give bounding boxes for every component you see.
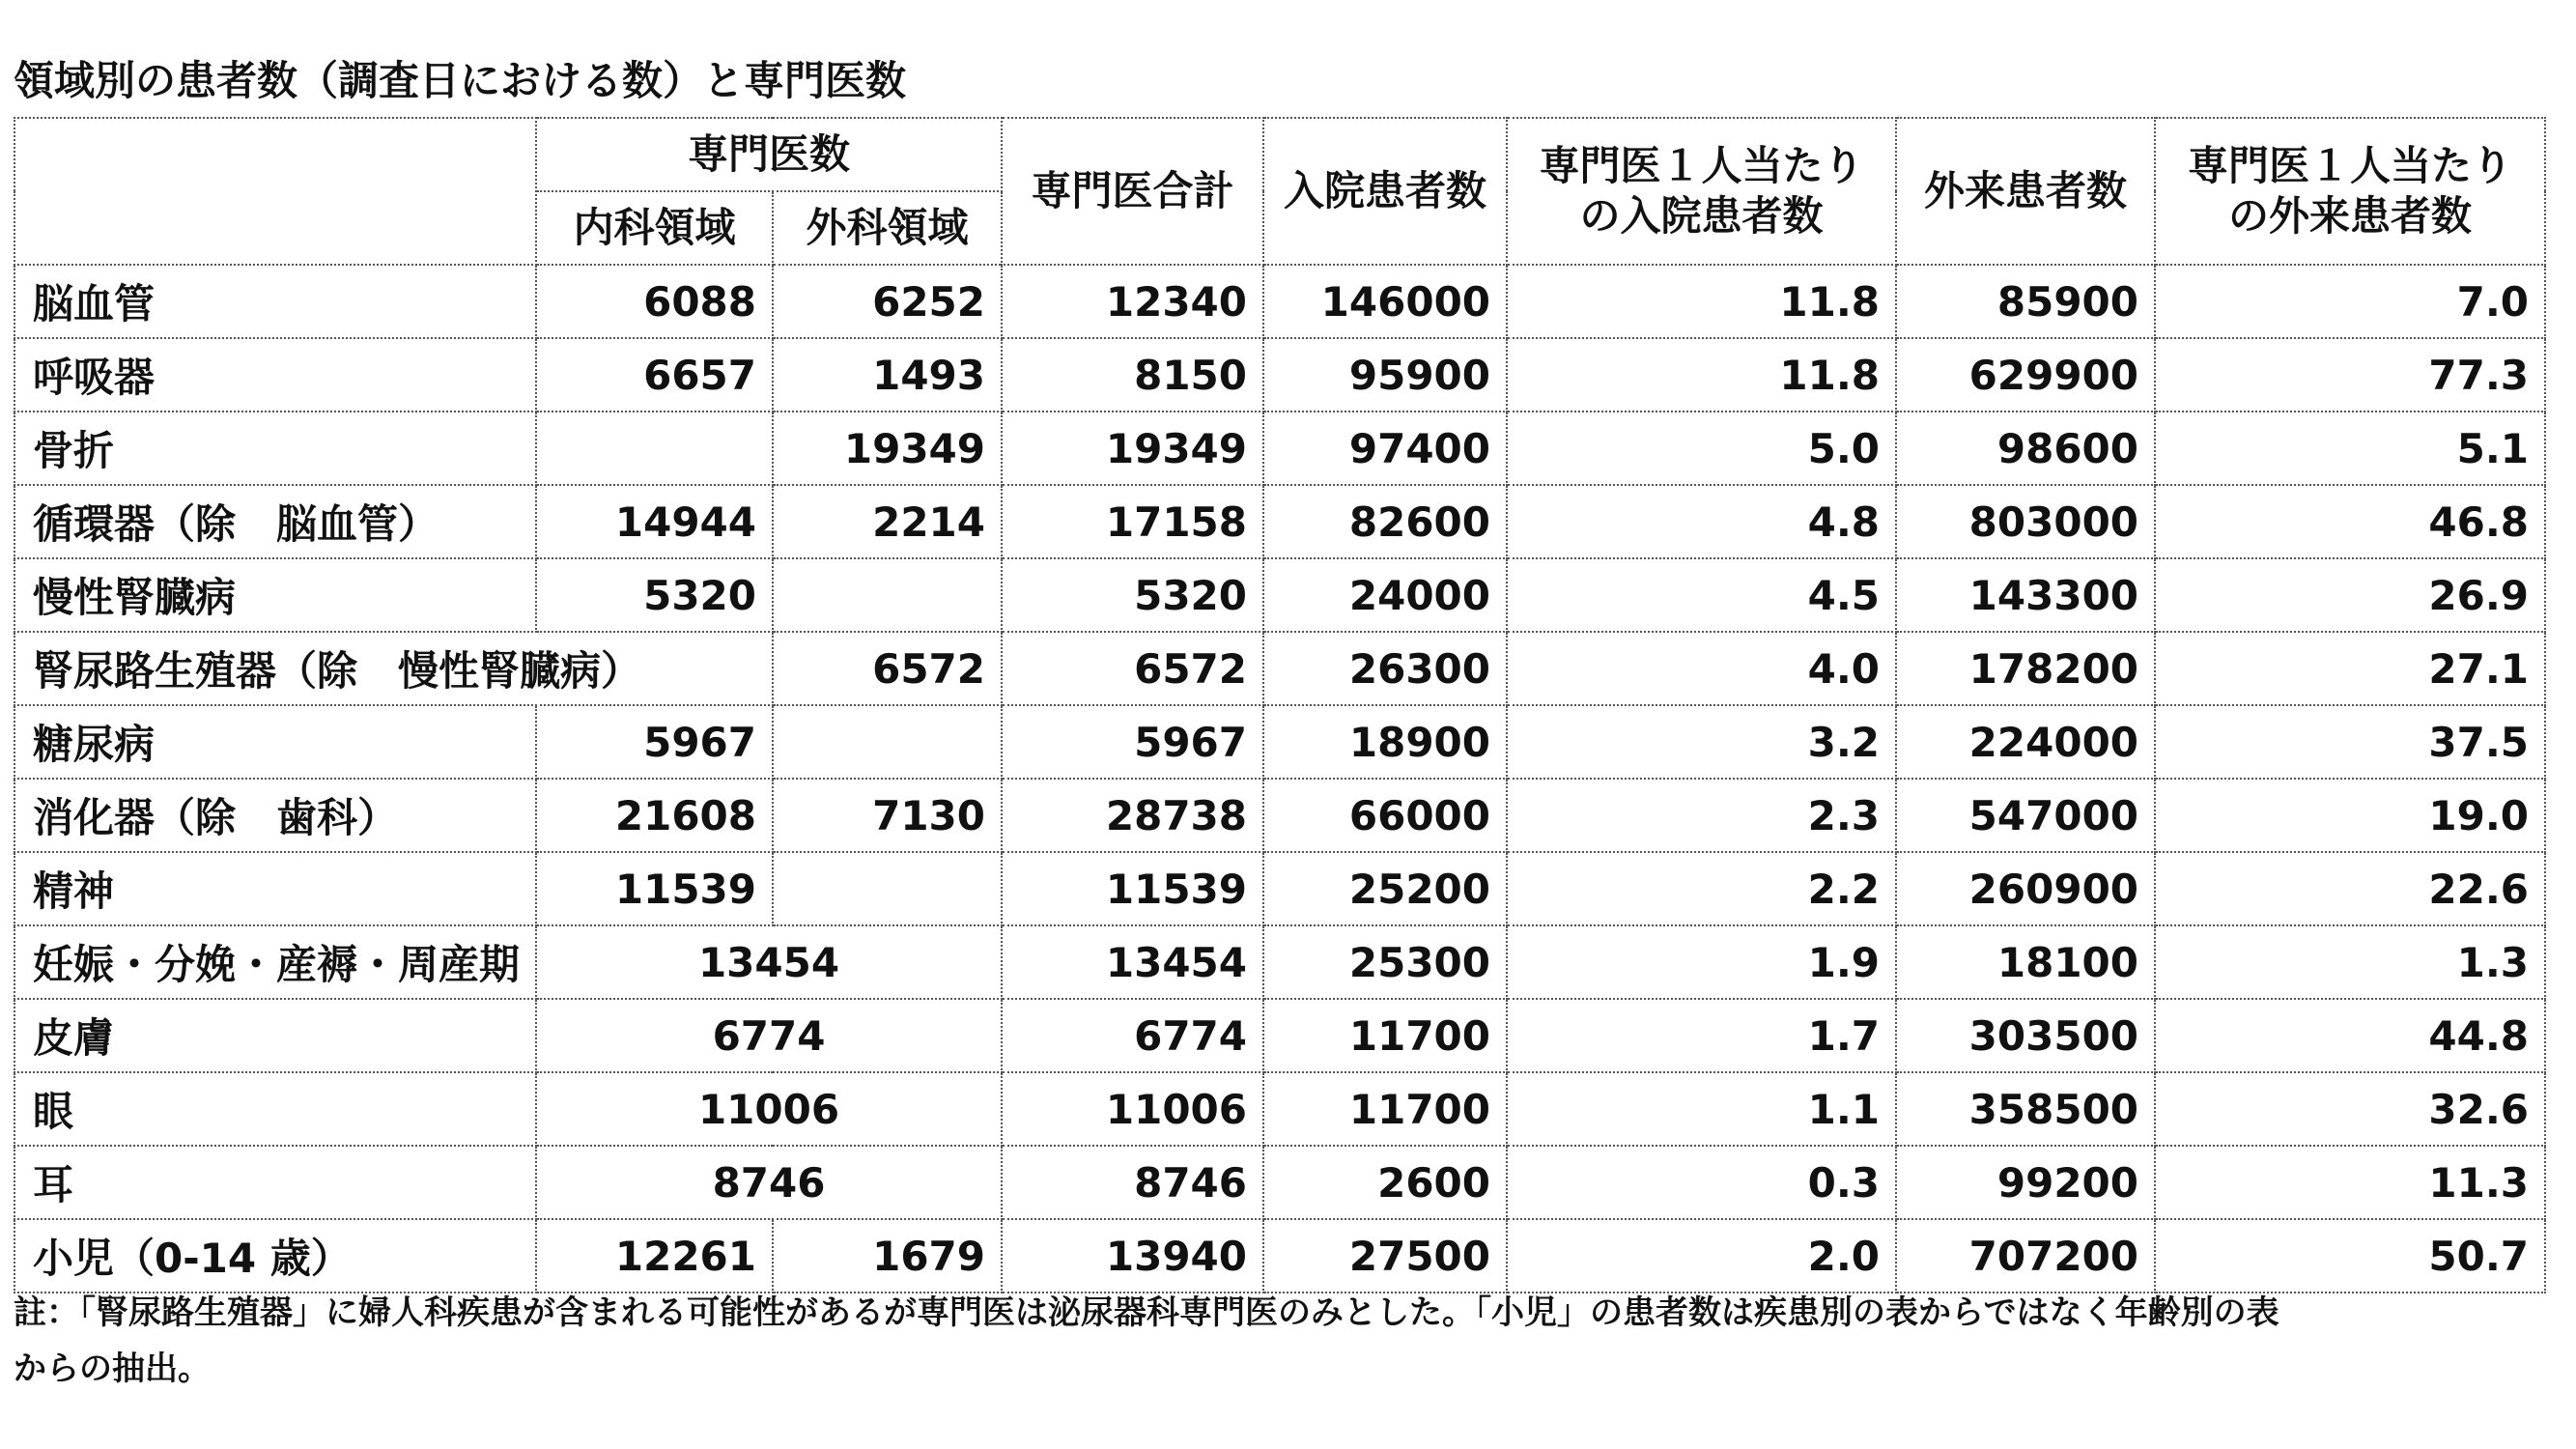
header-inpatients-per-doctor-line2: の入院患者数: [1579, 192, 1824, 240]
cell-outpatients-per-doctor: 50.7: [2155, 1219, 2545, 1293]
cell-outpatients-per-doctor: 32.6: [2155, 1072, 2545, 1146]
cell-internal: 11539: [536, 852, 773, 925]
header-total: 専門医合計: [1002, 118, 1263, 265]
cell-inpatients-per-doctor: 3.2: [1507, 705, 1896, 779]
cell-surgical: 7130: [773, 779, 1002, 852]
cell-inpatients: 25200: [1263, 852, 1507, 925]
cell-surgical: 2214: [773, 485, 1002, 558]
cell-inpatients: 97400: [1263, 412, 1507, 485]
table-title: 領域別の患者数（調査日における数）と専門医数: [14, 57, 907, 104]
row-label: 皮膚: [14, 999, 536, 1072]
cell-inpatients-per-doctor: 11.8: [1507, 338, 1896, 412]
cell-outpatients-per-doctor: 44.8: [2155, 999, 2545, 1072]
row-label: 呼吸器: [14, 338, 536, 412]
cell-outpatients: 547000: [1896, 779, 2155, 852]
cell-total: 5967: [1002, 705, 1263, 779]
cell-surgical: 1493: [773, 338, 1002, 412]
cell-outpatients: 224000: [1896, 705, 2155, 779]
cell-inpatients-per-doctor: 2.2: [1507, 852, 1896, 925]
row-label: 眼: [14, 1072, 536, 1146]
cell-inpatients: 66000: [1263, 779, 1507, 852]
row-label: 脳血管: [14, 265, 536, 338]
cell-outpatients-per-doctor: 7.0: [2155, 265, 2545, 338]
table-row: [14, 265, 2545, 338]
cell-total: 11006: [1002, 1072, 1263, 1146]
cell-inpatients-per-doctor: 0.3: [1507, 1146, 1896, 1219]
cell-surgical: [773, 852, 1002, 925]
cell-outpatients: 629900: [1896, 338, 2155, 412]
cell-combined-specialists: 8746: [536, 1146, 1002, 1219]
cell-outpatients-per-doctor: 27.1: [2155, 632, 2545, 705]
row-label: 腎尿路生殖器（除 慢性腎臓病）: [14, 632, 773, 705]
cell-total: 12340: [1002, 265, 1263, 338]
cell-combined-specialists: 13454: [536, 925, 1002, 999]
table-container: [14, 117, 2546, 1293]
cell-total: 13940: [1002, 1219, 1263, 1293]
table-row: [14, 632, 2545, 705]
header-surgical: 外科領域: [773, 191, 1002, 265]
cell-outpatients: 358500: [1896, 1072, 2155, 1146]
cell-total: 28738: [1002, 779, 1263, 852]
header-inpatients: 入院患者数: [1263, 118, 1507, 265]
footnote: [14, 1285, 2544, 1397]
row-label: 慢性腎臓病: [14, 558, 536, 632]
table-body: [14, 265, 2545, 1293]
cell-outpatients: 707200: [1896, 1219, 2155, 1293]
table-row: [14, 852, 2545, 925]
header-internal: 内科領域: [536, 191, 773, 265]
cell-inpatients-per-doctor: 4.5: [1507, 558, 1896, 632]
row-label: 耳: [14, 1146, 536, 1219]
header-inpatients-per-doctor-line1: 専門医１人当たり: [1539, 142, 1864, 189]
table-row: [14, 485, 2545, 558]
table-row: [14, 558, 2545, 632]
header-outpatients: 外来患者数: [1896, 118, 2155, 265]
cell-combined-specialists: 6774: [536, 999, 1002, 1072]
row-label: 精神: [14, 852, 536, 925]
cell-inpatients-per-doctor: 1.7: [1507, 999, 1896, 1072]
table-row: [14, 1072, 2545, 1146]
cell-outpatients-per-doctor: 37.5: [2155, 705, 2545, 779]
cell-internal: 5320: [536, 558, 773, 632]
cell-outpatients: 99200: [1896, 1146, 2155, 1219]
cell-total: 6572: [1002, 632, 1263, 705]
cell-combined-specialists: 11006: [536, 1072, 1002, 1146]
cell-surgical: [773, 705, 1002, 779]
cell-outpatients-per-doctor: 19.0: [2155, 779, 2545, 852]
cell-surgical: 19349: [773, 412, 1002, 485]
cell-total: 17158: [1002, 485, 1263, 558]
cell-internal: 14944: [536, 485, 773, 558]
row-label: 妊娠・分娩・産褥・周産期: [14, 925, 536, 999]
header-specialist-count: 専門医数: [536, 118, 1002, 191]
cell-outpatients: 803000: [1896, 485, 2155, 558]
cell-outpatients-per-doctor: 11.3: [2155, 1146, 2545, 1219]
cell-total: 8150: [1002, 338, 1263, 412]
cell-outpatients-per-doctor: 5.1: [2155, 412, 2545, 485]
table-row: [14, 1146, 2545, 1219]
cell-inpatients: 26300: [1263, 632, 1507, 705]
cell-total: 19349: [1002, 412, 1263, 485]
row-label: 骨折: [14, 412, 536, 485]
cell-outpatients: 260900: [1896, 852, 2155, 925]
cell-internal: 12261: [536, 1219, 773, 1293]
cell-surgical: 1679: [773, 1219, 1002, 1293]
cell-inpatients-per-doctor: 2.0: [1507, 1219, 1896, 1293]
cell-inpatients: 146000: [1263, 265, 1507, 338]
cell-outpatients: 85900: [1896, 265, 2155, 338]
cell-outpatients-per-doctor: 1.3: [2155, 925, 2545, 999]
header-category: [14, 118, 536, 265]
cell-internal: 6657: [536, 338, 773, 412]
cell-inpatients-per-doctor: 1.1: [1507, 1072, 1896, 1146]
cell-surgical: [773, 558, 1002, 632]
cell-inpatients: 95900: [1263, 338, 1507, 412]
cell-inpatients: 27500: [1263, 1219, 1507, 1293]
cell-inpatients-per-doctor: 4.0: [1507, 632, 1896, 705]
cell-inpatients-per-doctor: 1.9: [1507, 925, 1896, 999]
table-header: [14, 118, 2545, 265]
cell-inpatients-per-doctor: 2.3: [1507, 779, 1896, 852]
cell-inpatients: 2600: [1263, 1146, 1507, 1219]
cell-outpatients-per-doctor: 22.6: [2155, 852, 2545, 925]
cell-inpatients: 11700: [1263, 999, 1507, 1072]
header-outpatients-per-doctor: [2155, 118, 2545, 265]
cell-inpatients-per-doctor: 4.8: [1507, 485, 1896, 558]
cell-inpatients-per-doctor: 11.8: [1507, 265, 1896, 338]
table-row: [14, 412, 2545, 485]
table-row: [14, 705, 2545, 779]
footnote-line2: からの抽出。: [14, 1350, 211, 1388]
cell-outpatients: 98600: [1896, 412, 2155, 485]
cell-inpatients-per-doctor: 5.0: [1507, 412, 1896, 485]
cell-total: 8746: [1002, 1146, 1263, 1219]
cell-surgical: 6252: [773, 265, 1002, 338]
cell-outpatients: 143300: [1896, 558, 2155, 632]
cell-inpatients: 25300: [1263, 925, 1507, 999]
cell-total: 13454: [1002, 925, 1263, 999]
header-outpatients-per-doctor-line1: 専門医１人当たり: [2188, 142, 2513, 189]
cell-internal: 5967: [536, 705, 773, 779]
table-row: [14, 1219, 2545, 1293]
cell-total: 6774: [1002, 999, 1263, 1072]
row-label: 循環器（除 脳血管）: [14, 485, 536, 558]
data-table: [14, 117, 2546, 1293]
footnote-line1: 註：「腎尿路生殖器」に婦人科疾患が含まれる可能性があるが専門医は泌尿器科専門医のみとした。「小児」の患者数は疾患別の表からではなく年齢別の表: [14, 1293, 2279, 1332]
cell-total: 11539: [1002, 852, 1263, 925]
cell-total: 5320: [1002, 558, 1263, 632]
row-label: 糖尿病: [14, 705, 536, 779]
row-label: 消化器（除 歯科）: [14, 779, 536, 852]
cell-outpatients: 303500: [1896, 999, 2155, 1072]
cell-internal: 21608: [536, 779, 773, 852]
table-row: [14, 999, 2545, 1072]
cell-internal: [536, 412, 773, 485]
cell-outpatients-per-doctor: 46.8: [2155, 485, 2545, 558]
cell-outpatients: 18100: [1896, 925, 2155, 999]
header-inpatients-per-doctor: [1507, 118, 1896, 265]
cell-outpatients-per-doctor: 26.9: [2155, 558, 2545, 632]
cell-surgical: 6572: [773, 632, 1002, 705]
cell-outpatients-per-doctor: 77.3: [2155, 338, 2545, 412]
cell-inpatients: 11700: [1263, 1072, 1507, 1146]
table-row: [14, 338, 2545, 412]
table-row: [14, 779, 2545, 852]
cell-inpatients: 18900: [1263, 705, 1507, 779]
cell-internal: 6088: [536, 265, 773, 338]
cell-inpatients: 82600: [1263, 485, 1507, 558]
cell-outpatients: 178200: [1896, 632, 2155, 705]
table-row: [14, 925, 2545, 999]
cell-inpatients: 24000: [1263, 558, 1507, 632]
header-outpatients-per-doctor-line2: の外来患者数: [2228, 192, 2473, 240]
row-label: 小児（0-14 歳）: [14, 1219, 536, 1293]
